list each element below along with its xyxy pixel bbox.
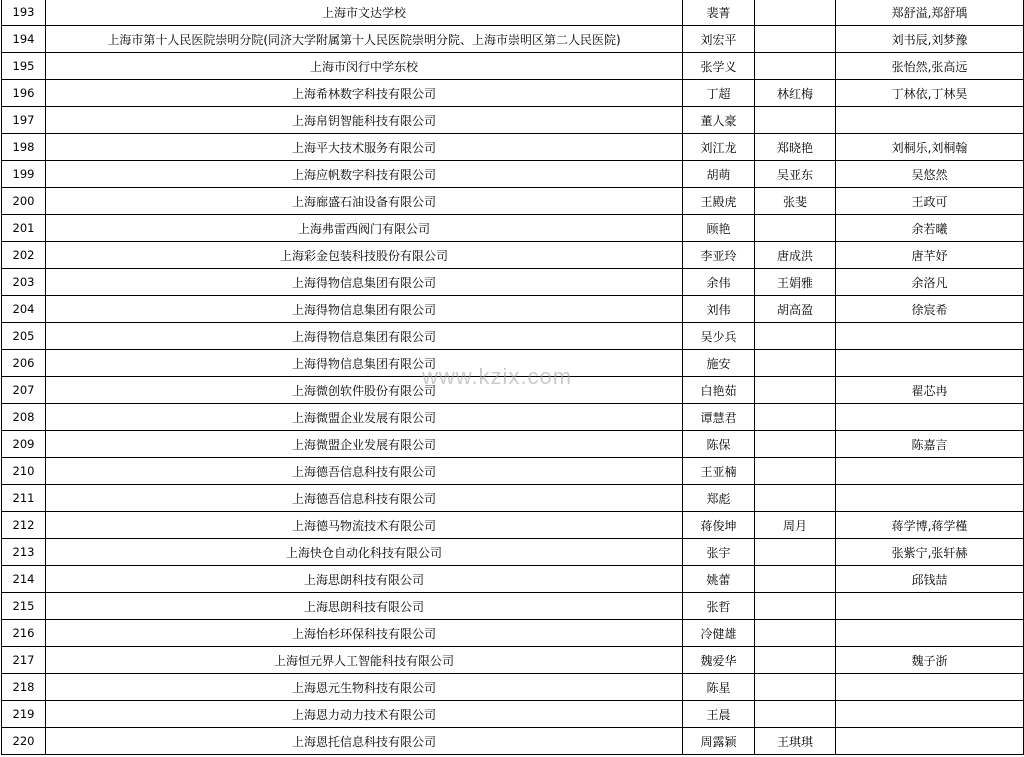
- spouse-name-cell: [755, 647, 836, 674]
- organization-cell: 上海市第十人民医院崇明分院(同济大学附属第十人民医院崇明分院、上海市崇明区第二人民医院): [46, 26, 683, 53]
- table-row: [2, 161, 1024, 188]
- employee-name-cell: 魏爱华: [683, 647, 755, 674]
- spouse-name-cell: [755, 593, 836, 620]
- employee-name-cell: 刘伟: [683, 296, 755, 323]
- spouse-name-cell: 王娟雅: [755, 269, 836, 296]
- spouse-name-cell: [755, 485, 836, 512]
- children-names-cell: [836, 728, 1024, 755]
- organization-cell: 上海怡杉环保科技有限公司: [46, 620, 683, 647]
- children-names-cell: [836, 674, 1024, 701]
- employee-name-cell: 陈星: [683, 674, 755, 701]
- table-row: [2, 701, 1024, 728]
- table-row: [2, 647, 1024, 674]
- table-row: [2, 674, 1024, 701]
- children-names-cell: [836, 458, 1024, 485]
- row-number-cell: 193: [2, 0, 46, 26]
- children-names-cell: 丁林依,丁林昊: [836, 80, 1024, 107]
- spouse-name-cell: [755, 458, 836, 485]
- row-number-cell: 215: [2, 593, 46, 620]
- spouse-name-cell: [755, 566, 836, 593]
- table-row: [2, 539, 1024, 566]
- organization-cell: 上海得物信息集团有限公司: [46, 296, 683, 323]
- row-number-cell: 196: [2, 80, 46, 107]
- spouse-name-cell: [755, 107, 836, 134]
- spouse-name-cell: [755, 431, 836, 458]
- organization-cell: 上海平大技术服务有限公司: [46, 134, 683, 161]
- children-names-cell: 吴悠然: [836, 161, 1024, 188]
- row-number-cell: 205: [2, 323, 46, 350]
- employee-name-cell: 丁超: [683, 80, 755, 107]
- spouse-name-cell: [755, 377, 836, 404]
- row-number-cell: 208: [2, 404, 46, 431]
- organization-cell: 上海彩金包装科技股份有限公司: [46, 242, 683, 269]
- table-row: [2, 269, 1024, 296]
- organization-cell: 上海微创软件股份有限公司: [46, 377, 683, 404]
- table-row: [2, 458, 1024, 485]
- organization-cell: 上海市闵行中学东校: [46, 53, 683, 80]
- employee-name-cell: 董人豪: [683, 107, 755, 134]
- organization-cell: 上海微盟企业发展有限公司: [46, 404, 683, 431]
- employee-name-cell: 张宇: [683, 539, 755, 566]
- table-row: [2, 566, 1024, 593]
- children-names-cell: 魏子浙: [836, 647, 1024, 674]
- children-names-cell: 郑舒溢,郑舒瑀: [836, 0, 1024, 26]
- employee-name-cell: 白艳茹: [683, 377, 755, 404]
- organization-cell: 上海市文达学校: [46, 0, 683, 26]
- table-row: [2, 323, 1024, 350]
- organization-cell: 上海恩元生物科技有限公司: [46, 674, 683, 701]
- employee-name-cell: 刘宏平: [683, 26, 755, 53]
- employee-name-cell: 顾艳: [683, 215, 755, 242]
- table-row: [2, 593, 1024, 620]
- children-names-cell: 刘书辰,刘梦豫: [836, 26, 1024, 53]
- organization-cell: 上海恒元界人工智能科技有限公司: [46, 647, 683, 674]
- employee-name-cell: 裴菁: [683, 0, 755, 26]
- row-number-cell: 194: [2, 26, 46, 53]
- roster-table: [1, 0, 1024, 755]
- row-number-cell: 197: [2, 107, 46, 134]
- table-row: [2, 26, 1024, 53]
- spouse-name-cell: [755, 404, 836, 431]
- employee-name-cell: 张学义: [683, 53, 755, 80]
- spouse-name-cell: 胡高盈: [755, 296, 836, 323]
- children-names-cell: 邱钱喆: [836, 566, 1024, 593]
- table-row: [2, 134, 1024, 161]
- organization-cell: 上海德吾信息科技有限公司: [46, 458, 683, 485]
- table-row: [2, 0, 1024, 26]
- employee-name-cell: 冷健雄: [683, 620, 755, 647]
- children-names-cell: [836, 701, 1024, 728]
- table-row: [2, 377, 1024, 404]
- employee-name-cell: 王殿虎: [683, 188, 755, 215]
- row-number-cell: 201: [2, 215, 46, 242]
- spouse-name-cell: [755, 0, 836, 26]
- employee-name-cell: 吴少兵: [683, 323, 755, 350]
- row-number-cell: 207: [2, 377, 46, 404]
- spouse-name-cell: 周月: [755, 512, 836, 539]
- employee-name-cell: 谭慧君: [683, 404, 755, 431]
- employee-name-cell: 王亚楠: [683, 458, 755, 485]
- organization-cell: 上海思朗科技有限公司: [46, 566, 683, 593]
- organization-cell: 上海微盟企业发展有限公司: [46, 431, 683, 458]
- organization-cell: 上海帛钥智能科技有限公司: [46, 107, 683, 134]
- children-names-cell: 蒋学博,蒋学槿: [836, 512, 1024, 539]
- employee-name-cell: 胡萌: [683, 161, 755, 188]
- children-names-cell: [836, 323, 1024, 350]
- spouse-name-cell: [755, 620, 836, 647]
- spouse-name-cell: 吴亚东: [755, 161, 836, 188]
- row-number-cell: 199: [2, 161, 46, 188]
- watermark-text: www.kzix.com: [422, 364, 573, 389]
- organization-cell: 上海德吾信息科技有限公司: [46, 485, 683, 512]
- children-names-cell: 刘桐乐,刘桐翰: [836, 134, 1024, 161]
- row-number-cell: 206: [2, 350, 46, 377]
- table-row: [2, 485, 1024, 512]
- organization-cell: 上海恩力动力技术有限公司: [46, 701, 683, 728]
- row-number-cell: 216: [2, 620, 46, 647]
- row-number-cell: 214: [2, 566, 46, 593]
- children-names-cell: 王政可: [836, 188, 1024, 215]
- children-names-cell: [836, 404, 1024, 431]
- table-row: [2, 512, 1024, 539]
- spouse-name-cell: 王琪琪: [755, 728, 836, 755]
- row-number-cell: 195: [2, 53, 46, 80]
- children-names-cell: 张怡然,张高远: [836, 53, 1024, 80]
- children-names-cell: [836, 107, 1024, 134]
- spouse-name-cell: [755, 323, 836, 350]
- employee-name-cell: 余伟: [683, 269, 755, 296]
- organization-cell: 上海思朗科技有限公司: [46, 593, 683, 620]
- children-names-cell: 余若曦: [836, 215, 1024, 242]
- children-names-cell: 余洛凡: [836, 269, 1024, 296]
- children-names-cell: 张紫宁,张轩赫: [836, 539, 1024, 566]
- organization-cell: 上海廊盛石油设备有限公司: [46, 188, 683, 215]
- children-names-cell: 翟芯冉: [836, 377, 1024, 404]
- row-number-cell: 200: [2, 188, 46, 215]
- children-names-cell: [836, 620, 1024, 647]
- table-row: [2, 107, 1024, 134]
- spouse-name-cell: [755, 674, 836, 701]
- children-names-cell: [836, 485, 1024, 512]
- row-number-cell: 219: [2, 701, 46, 728]
- table-row: [2, 620, 1024, 647]
- children-names-cell: 陈嘉言: [836, 431, 1024, 458]
- organization-cell: 上海快仓自动化科技有限公司: [46, 539, 683, 566]
- children-names-cell: [836, 593, 1024, 620]
- employee-name-cell: 陈保: [683, 431, 755, 458]
- row-number-cell: 209: [2, 431, 46, 458]
- table-row: [2, 404, 1024, 431]
- table-row: [2, 80, 1024, 107]
- organization-cell: 上海得物信息集团有限公司: [46, 269, 683, 296]
- row-number-cell: 212: [2, 512, 46, 539]
- children-names-cell: [836, 350, 1024, 377]
- organization-cell: 上海得物信息集团有限公司: [46, 323, 683, 350]
- spouse-name-cell: [755, 53, 836, 80]
- employee-name-cell: 张哲: [683, 593, 755, 620]
- employee-name-cell: 姚蕾: [683, 566, 755, 593]
- spouse-name-cell: [755, 350, 836, 377]
- employee-name-cell: 郑彪: [683, 485, 755, 512]
- children-names-cell: 唐芊妤: [836, 242, 1024, 269]
- table-row: [2, 188, 1024, 215]
- table-row: [2, 350, 1024, 377]
- spouse-name-cell: [755, 26, 836, 53]
- table-row: [2, 431, 1024, 458]
- row-number-cell: 218: [2, 674, 46, 701]
- row-number-cell: 211: [2, 485, 46, 512]
- spouse-name-cell: [755, 539, 836, 566]
- organization-cell: 上海应帆数字科技有限公司: [46, 161, 683, 188]
- spouse-name-cell: 张斐: [755, 188, 836, 215]
- row-number-cell: 217: [2, 647, 46, 674]
- roster-table-body: [2, 0, 1024, 755]
- employee-name-cell: 施安: [683, 350, 755, 377]
- table-row: [2, 53, 1024, 80]
- employee-name-cell: 蒋俊坤: [683, 512, 755, 539]
- spouse-name-cell: 郑晓艳: [755, 134, 836, 161]
- spouse-name-cell: [755, 215, 836, 242]
- row-number-cell: 213: [2, 539, 46, 566]
- spouse-name-cell: 唐成洪: [755, 242, 836, 269]
- employee-name-cell: 王晨: [683, 701, 755, 728]
- organization-cell: 上海德马物流技术有限公司: [46, 512, 683, 539]
- row-number-cell: 220: [2, 728, 46, 755]
- table-row: [2, 215, 1024, 242]
- row-number-cell: 210: [2, 458, 46, 485]
- row-number-cell: 204: [2, 296, 46, 323]
- row-number-cell: 198: [2, 134, 46, 161]
- organization-cell: 上海得物信息集团有限公司: [46, 350, 683, 377]
- organization-cell: 上海希林数字科技有限公司: [46, 80, 683, 107]
- row-number-cell: 202: [2, 242, 46, 269]
- children-names-cell: 徐宸希: [836, 296, 1024, 323]
- spouse-name-cell: [755, 701, 836, 728]
- organization-cell: 上海弗雷西阀门有限公司: [46, 215, 683, 242]
- organization-cell: 上海恩托信息科技有限公司: [46, 728, 683, 755]
- table-row: [2, 242, 1024, 269]
- table-row: [2, 296, 1024, 323]
- employee-name-cell: 周露颖: [683, 728, 755, 755]
- employee-name-cell: 刘江龙: [683, 134, 755, 161]
- spouse-name-cell: 林红梅: [755, 80, 836, 107]
- row-number-cell: 203: [2, 269, 46, 296]
- employee-name-cell: 李亚玲: [683, 242, 755, 269]
- table-row: [2, 728, 1024, 755]
